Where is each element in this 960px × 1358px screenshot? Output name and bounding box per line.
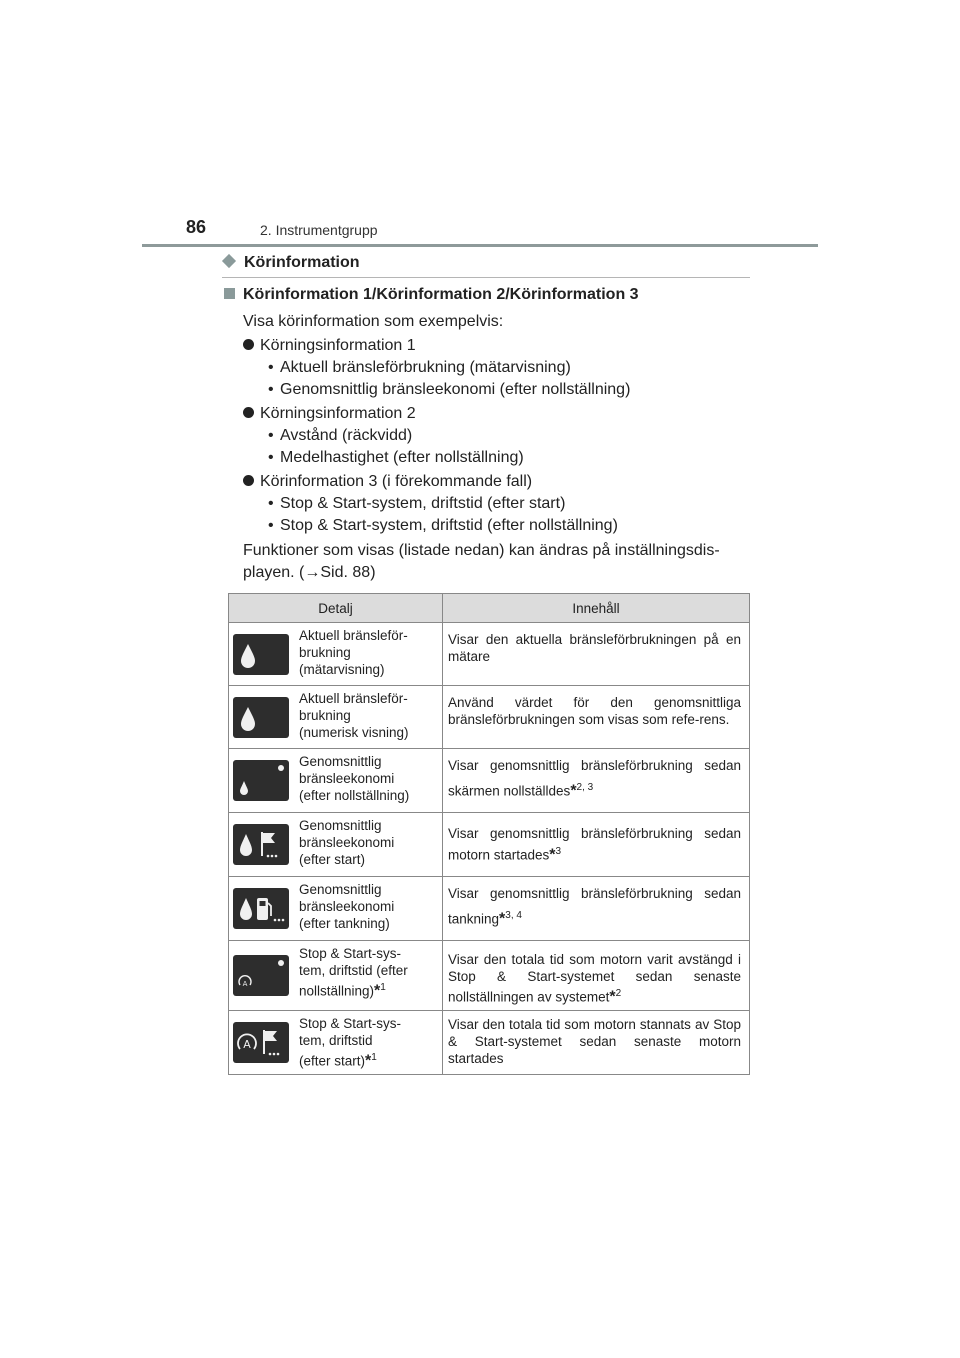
detail-line: Stop & Start-sys- [299,1015,402,1031]
detail-line: (numerisk visning) [299,725,409,740]
stop-start-flag-icon [233,1022,289,1063]
bullet: • [268,449,274,466]
footnote-ref: 2, 3 [576,782,594,793]
list-item [243,357,753,379]
list-item [243,425,753,447]
detail-line: Genomsnittlig [299,754,382,769]
group-label: Körinformation 3 (i förekommande fall) [260,473,533,490]
content-text: Visar den aktuella bränsleförbrukningen på en mätare [448,632,741,664]
bullet: • [268,427,274,444]
detail-line: bränsleekonomi [299,771,395,786]
section-title-text: Körinformation [244,254,360,271]
list-item [243,447,753,469]
detail-line: brukning [299,708,351,723]
group-head [243,471,753,493]
content-text: Använd värdet för den genomsnittliga bränsleförbrukningen som visas som refe-rens. [448,695,741,727]
round-bullet-icon [243,339,254,350]
footnote-ref: 3, 4 [505,910,522,921]
list-item [243,379,753,401]
table-row [229,877,750,941]
group-label: Körningsinformation 2 [260,405,416,422]
list-item-text: Medelhastighet (efter nollställning) [280,449,524,466]
round-bullet-icon [243,475,254,486]
subsection-title [224,286,639,304]
content-text: Visar den totala tid som motorn varit avstängd i Stop & Start-systemet sedan senaste nollställningen av systemet [448,952,741,1005]
footnote-ref: 1 [380,982,386,993]
info-table [228,593,750,1075]
content-text: Visar genomsnittlig bränsleförbrukning sedan motorn startades [448,826,741,863]
list-item-text: Aktuell bränsleförbrukning (mätarvisning) [280,359,571,376]
page-number: 86 [186,217,207,237]
footnote-ref: 2 [615,988,622,999]
fuel-drop-reset-icon [233,760,289,801]
header-rule [142,244,818,247]
footnote-ref: 1 [371,1051,377,1063]
outro-line1: Funktioner som visas (listade nedan) kan ändras på inställningsdis- [243,542,720,559]
bullet: • [268,381,274,398]
square-bullet-icon [224,288,235,299]
diamond-icon [222,254,236,268]
body-text [243,311,753,584]
detail-line: (efter tankning) [299,916,390,931]
footnote-star: * [549,846,556,864]
svg-text:A: A [243,1037,251,1051]
detail-line: bränsleekonomi [299,899,395,914]
list-item-text: Stop & Start-system, driftstid (efter nollställning) [280,517,618,534]
content-text: Visar genomsnittlig bränsleförbrukning sedan tankning [448,886,741,927]
group-head [243,403,753,425]
group-label: Körningsinformation 1 [260,337,416,354]
table-row [229,941,750,1011]
footnote-star: * [499,910,506,928]
detail-line: tem, driftstid (efter [299,963,408,978]
table-row [229,1010,750,1074]
round-bullet-icon [243,407,254,418]
detail-line: (efter start) [299,852,366,867]
detail-line: Genomsnittlig [299,882,382,897]
group-head [243,335,753,357]
bullet: • [268,359,274,376]
footnote-star: * [570,782,577,800]
outro-line2: playen. ( [243,564,305,581]
detail-line: Stop & Start-sys- [299,946,402,961]
fuel-drop-bar-icon [233,634,289,675]
detail-line: Aktuell bränsleför- [299,628,408,643]
header-content: Innehåll [443,594,750,623]
detail-line: (efter start) [299,1053,366,1068]
detail-line: bränsleekonomi [299,835,395,850]
footnote-ref: 3 [555,846,562,857]
table-row [229,686,750,749]
detail-line: brukning [299,645,351,660]
page-ref-link[interactable]: Sid. 88) [320,564,376,581]
detail-line: tem, driftstid [299,1032,373,1048]
detail-line: nollställning) [299,983,375,999]
arrow-icon: → [304,564,321,581]
detail-line: (efter nollställning) [299,788,410,803]
chapter-title: 2. Instrumentgrupp [260,222,378,238]
fuel-drop-flag-icon [233,824,289,865]
content-text: Visar den totala tid som motorn stannats av Stop & Start-systemet sedan senaste motorn startades [448,1016,741,1066]
footnote-star: * [365,1052,372,1069]
footnote-star: * [609,988,616,1006]
table-row [229,749,750,813]
detail-line: (mätarvisning) [299,662,385,677]
list-item [243,515,753,537]
table-header-row [229,594,750,623]
content-text: Visar genomsnittlig bränsleförbrukning sedan skärmen nollställdes [448,758,741,799]
detail-line: Aktuell bränsleför- [299,691,408,706]
detail-line: Genomsnittlig [299,818,382,833]
fuel-drop-pump-icon [233,888,289,929]
footnote-star: * [374,982,381,1000]
bullet: • [268,517,274,534]
table-row [229,623,750,686]
list-item-text: Genomsnittlig bränsleekonomi (efter nollställning) [280,381,631,398]
intro-text: Visa körinformation som exempelvis: [243,313,504,330]
list-item-text: Stop & Start-system, driftstid (efter start) [280,495,566,512]
list-item [243,493,753,515]
header-detail: Detalj [229,594,443,623]
bullet: • [268,495,274,512]
list-item-text: Avstånd (räckvidd) [280,427,413,444]
section-title [224,254,360,272]
svg-text:A: A [242,979,248,988]
fuel-drop-numeric-icon [233,697,289,738]
stop-start-reset-icon [233,955,289,996]
subsection-title-text: Körinformation 1/Körinformation 2/Körinformation 3 [243,286,639,303]
outro-text [243,540,753,584]
table-row [229,813,750,877]
section-rule [222,277,750,278]
